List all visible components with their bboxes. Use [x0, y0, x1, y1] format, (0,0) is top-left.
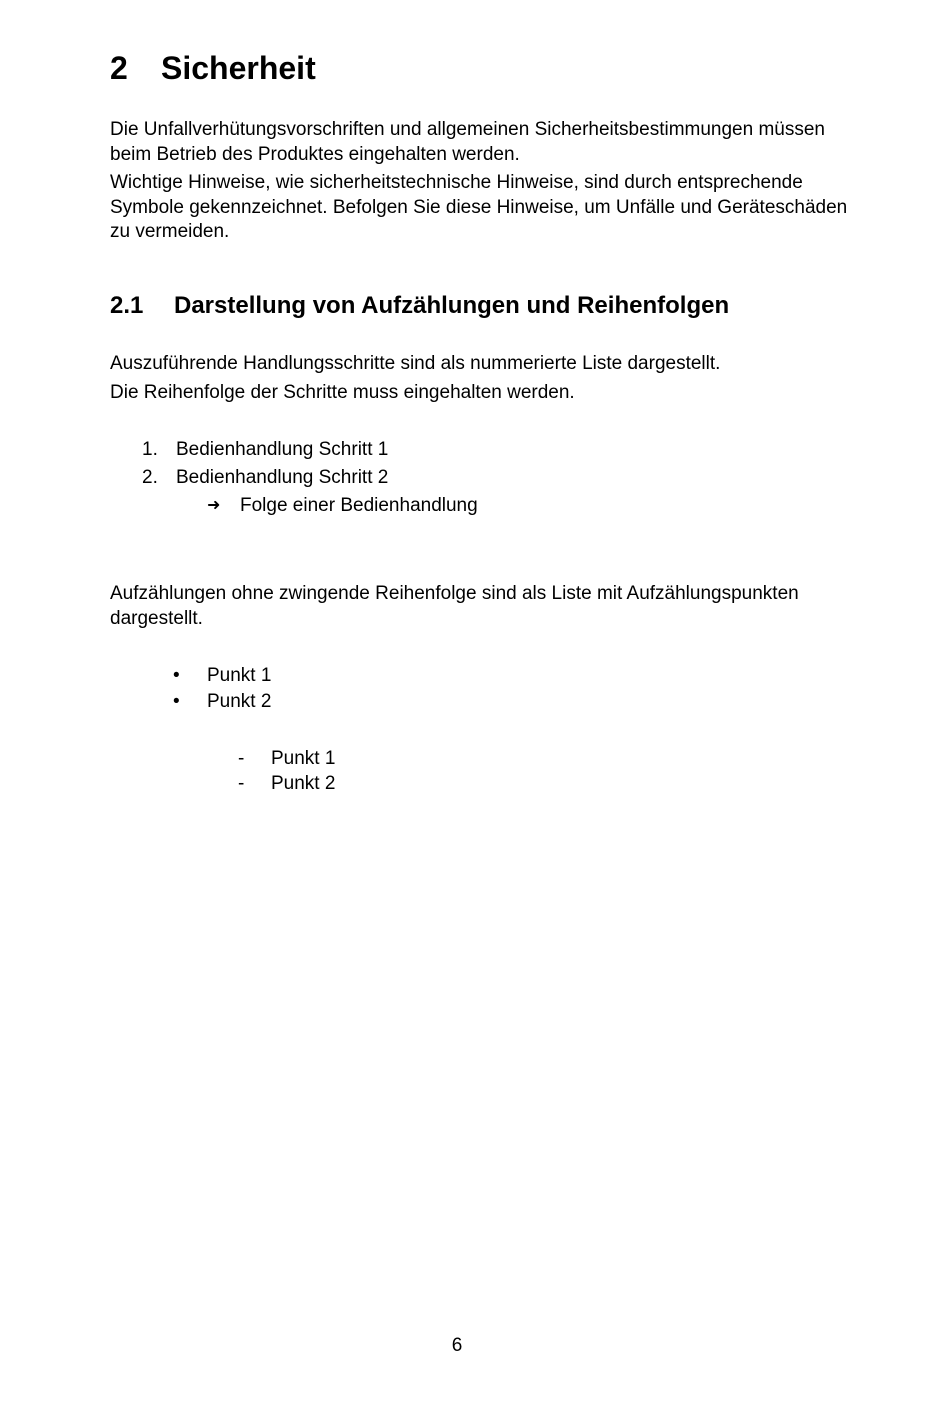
section-title: Sicherheit: [161, 50, 316, 86]
numbered-list-marker: 1.: [142, 439, 158, 460]
bullet-icon: •: [173, 691, 180, 712]
result-item: Folge einer Bedienhandlung: [240, 495, 478, 516]
section-paragraph-2: Wichtige Hinweise, wie sicherheitstechnische Hinweise, sind durch entsprechende Symbole gekennzeichnet. Befolgen Sie diese Hinweise, um Unfälle und Geräteschäden zu vermeiden.: [110, 172, 848, 242]
dash-marker: -: [238, 773, 245, 794]
section-paragraph-1: Die Unfallverhütungsvorschriften und allgemeinen Sicherheitsbestimmungen müssen beim Betrieb des Produktes eingehalten werden.: [110, 119, 825, 165]
section-heading: [110, 48, 316, 88]
dash-list-item: Punkt 1: [271, 748, 336, 769]
subsection-number: 2.1: [110, 292, 144, 319]
numbered-list-marker: 2.: [142, 467, 158, 488]
numbered-list-item: Bedienhandlung Schritt 1: [176, 439, 389, 460]
subsection-intro-line-2: Die Reihenfolge der Schritte muss eingehalten werden.: [110, 382, 575, 403]
subsection-intro-line-1: Auszuführende Handlungsschritte sind als nummerierte Liste dargestellt.: [110, 353, 721, 374]
bullet-list-item: Punkt 2: [207, 691, 272, 712]
numbered-list-item: Bedienhandlung Schritt 2: [176, 467, 389, 488]
subsection-heading: [110, 290, 729, 322]
dash-marker: -: [238, 748, 245, 769]
page-number: 6: [451, 1335, 463, 1356]
bullet-list-item: Punkt 1: [207, 665, 272, 686]
subsection-title: Darstellung von Aufzählungen und Reihenfolgen: [174, 292, 730, 319]
result-arrow-icon: ➜: [207, 497, 221, 514]
section-number: 2: [110, 50, 128, 86]
bullet-intro: Aufzählungen ohne zwingende Reihenfolge sind als Liste mit Aufzählungspunkten dargestellt.: [110, 583, 799, 629]
dash-list-item: Punkt 2: [271, 773, 336, 794]
bullet-icon: •: [173, 665, 180, 686]
